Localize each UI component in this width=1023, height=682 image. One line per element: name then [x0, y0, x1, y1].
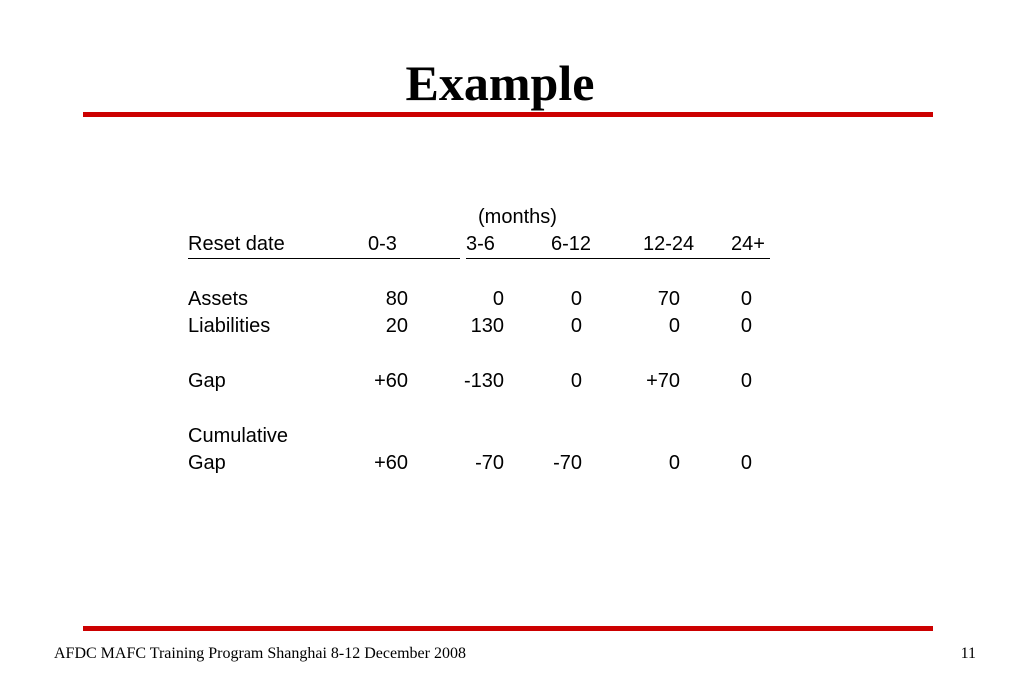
slide-title: Example: [405, 55, 595, 111]
title-divider: [83, 112, 933, 117]
header-underline-left: [188, 258, 460, 259]
cell: 0: [492, 288, 504, 310]
header-label: Reset date: [188, 233, 285, 255]
footer-text: AFDC MAFC Training Program Shanghai 8-12 December 2008: [54, 645, 466, 662]
cell: -70: [475, 452, 504, 474]
cell: 0: [570, 288, 582, 310]
cell: 70: [657, 288, 680, 310]
cell: +60: [374, 370, 408, 392]
units-label: (months): [478, 206, 557, 228]
cell: 0: [740, 370, 752, 392]
row-label-liabilities: Liabilities: [188, 315, 271, 337]
footer-divider: [83, 626, 933, 631]
cell: 0: [740, 288, 752, 310]
page-number: 11: [960, 645, 976, 662]
col-header-12-24: 12-24: [643, 233, 695, 255]
cell: 0: [668, 315, 680, 337]
row-label-cumulative-gap: Gap: [188, 452, 226, 474]
row-label-gap: Gap: [188, 370, 226, 392]
cell: 0: [570, 315, 582, 337]
col-header-0-3: 0-3: [368, 233, 397, 255]
cell: -70: [553, 452, 582, 474]
cell: 80: [385, 288, 408, 310]
cell: +70: [646, 370, 680, 392]
cell: -130: [463, 370, 504, 392]
col-header-3-6: 3-6: [466, 233, 495, 255]
row-label-cumulative: Cumulative: [188, 425, 289, 447]
cell: 0: [668, 452, 680, 474]
cell: 20: [385, 315, 408, 337]
col-header-24plus: 24+: [731, 233, 765, 255]
row-label-assets: Assets: [188, 288, 249, 310]
header-underline-right: [466, 258, 770, 259]
cell: 0: [740, 315, 752, 337]
cell: 130: [470, 315, 504, 337]
cell: +60: [374, 452, 408, 474]
cell: 0: [570, 370, 582, 392]
col-header-6-12: 6-12: [551, 233, 592, 255]
cell: 0: [740, 452, 752, 474]
